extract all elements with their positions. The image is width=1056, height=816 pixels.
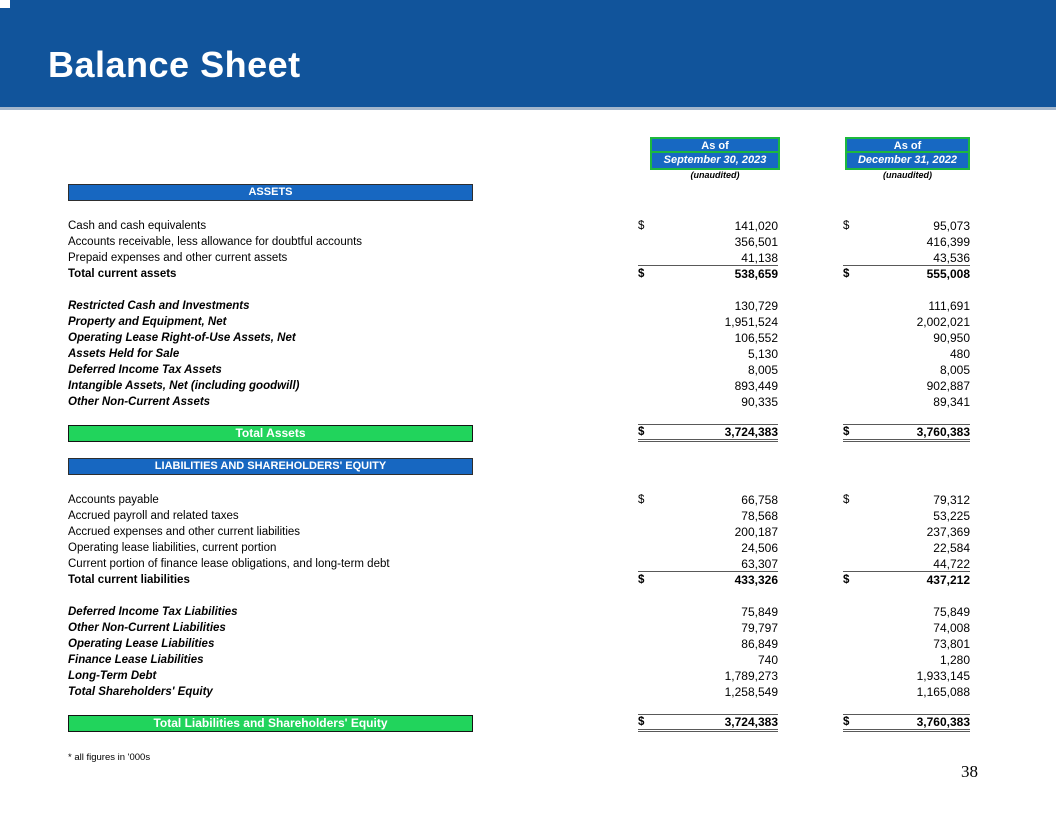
total-value-2023: 3,724,383 xyxy=(724,425,778,439)
value-dec-2022 xyxy=(843,362,970,378)
total-assets-row xyxy=(68,424,970,442)
row-value-2023: 24,506 xyxy=(741,541,778,555)
column-gap xyxy=(778,314,843,330)
row-value-2022: 111,691 xyxy=(928,299,970,313)
row-label: Prepaid expenses and other current assets xyxy=(68,252,288,264)
column-gap xyxy=(778,424,843,442)
slide-header-band xyxy=(0,0,1056,110)
column-gap xyxy=(778,540,843,556)
table-row xyxy=(68,378,970,394)
value-dec-2022 xyxy=(843,604,970,620)
dollar-sign: $ xyxy=(638,426,645,438)
table-row xyxy=(68,668,970,684)
column-gap xyxy=(778,556,843,572)
value-sep-2023 xyxy=(638,266,778,282)
column-gap xyxy=(778,250,843,266)
column-gap xyxy=(778,636,843,652)
value-sep-2023 xyxy=(638,492,778,508)
footnote: * all figures in '000s xyxy=(68,752,151,763)
row-value-2022: 95,073 xyxy=(933,219,970,233)
row-value-2022: 1,280 xyxy=(939,653,970,667)
row-label: Operating Lease Right-of-Use Assets, Net xyxy=(68,332,296,344)
row-label: Deferred Income Tax Assets xyxy=(68,364,222,376)
row-label: Operating lease liabilities, current portion xyxy=(68,542,277,554)
row-value-2023: 130,729 xyxy=(734,299,778,313)
column-gap xyxy=(778,714,843,732)
row-label: Cash and cash equivalents xyxy=(68,220,207,232)
row-label: Intangible Assets, Net (including goodwill) xyxy=(68,380,300,392)
row-label: Accrued expenses and other current liabilities xyxy=(68,526,301,538)
row-value-2023: 740 xyxy=(757,653,778,667)
row-value-2022: 44,722 xyxy=(933,556,970,571)
table-row xyxy=(68,652,970,668)
value-sep-2023 xyxy=(638,636,778,652)
column-gap xyxy=(778,234,843,250)
column-gap xyxy=(778,508,843,524)
value-sep-2023 xyxy=(638,668,778,684)
dollar-sign: $ xyxy=(638,268,645,280)
value-dec-2022 xyxy=(843,314,970,330)
value-dec-2022 xyxy=(843,218,970,234)
value-dec-2022 xyxy=(843,346,970,362)
value-sep-2023 xyxy=(638,346,778,362)
row-value-2022: 90,950 xyxy=(933,331,970,345)
row-value-2022: 75,849 xyxy=(933,605,970,619)
dollar-sign: $ xyxy=(843,220,850,232)
row-value-2023: 79,797 xyxy=(741,621,778,635)
value-dec-2022 xyxy=(843,684,970,700)
row-value-2022: 902,887 xyxy=(926,379,970,393)
row-label: Current portion of finance lease obligations, and long-term debt xyxy=(68,558,390,570)
value-sep-2023 xyxy=(638,508,778,524)
value-dec-2022 xyxy=(843,572,970,588)
row-label: Finance Lease Liabilities xyxy=(68,654,204,666)
row-value-2022: 2,002,021 xyxy=(916,315,970,329)
asset-noncurrent-rows xyxy=(68,298,970,410)
row-value-2023: 41,138 xyxy=(741,250,778,265)
table-row xyxy=(68,218,970,234)
as-of-label: As of xyxy=(847,139,968,153)
row-label: Property and Equipment, Net xyxy=(68,316,227,328)
row-value-2023: 1,258,549 xyxy=(724,685,778,699)
row-value-2022: 1,933,145 xyxy=(916,669,970,683)
table-row xyxy=(68,540,970,556)
column-gap xyxy=(778,668,843,684)
row-label: Total Shareholders' Equity xyxy=(68,686,213,698)
table-row xyxy=(68,234,970,250)
value-sep-2023 xyxy=(638,314,778,330)
value-dec-2022 xyxy=(843,492,970,508)
row-value-2023: 356,501 xyxy=(734,235,778,249)
row-value-2022: 53,225 xyxy=(933,509,970,523)
dollar-sign: $ xyxy=(638,220,645,232)
total-value-2023: 3,724,383 xyxy=(724,715,778,729)
value-sep-2023 xyxy=(638,652,778,668)
value-sep-2023 xyxy=(638,620,778,636)
value-sep-2023 xyxy=(638,218,778,234)
table-row xyxy=(68,572,970,588)
column-gap xyxy=(778,572,843,588)
dollar-sign: $ xyxy=(638,494,645,506)
value-sep-2023 xyxy=(638,298,778,314)
value-dec-2022 xyxy=(843,378,970,394)
total-liabilities-value-2023 xyxy=(638,714,778,732)
row-value-2023: 90,335 xyxy=(741,395,778,409)
total-assets-label-cell xyxy=(68,425,638,442)
row-value-2023: 66,758 xyxy=(741,493,778,507)
dollar-sign: $ xyxy=(638,574,645,586)
total-assets-value-2022 xyxy=(843,424,970,442)
column-gap xyxy=(778,394,843,410)
row-label: Accounts receivable, less allowance for doubtful accounts xyxy=(68,236,363,248)
as-of-label: As of xyxy=(652,139,778,153)
value-dec-2022 xyxy=(843,508,970,524)
table-row xyxy=(68,492,970,508)
value-dec-2022 xyxy=(843,330,970,346)
row-value-2023: 8,005 xyxy=(747,363,778,377)
column-gap xyxy=(778,652,843,668)
row-label: Total current assets xyxy=(68,268,177,280)
row-value-2022: 555,008 xyxy=(926,267,970,281)
row-label: Assets Held for Sale xyxy=(68,348,180,360)
table-row xyxy=(68,314,970,330)
value-dec-2022 xyxy=(843,394,970,410)
value-sep-2023 xyxy=(638,572,778,588)
dollar-sign: $ xyxy=(843,426,850,438)
value-dec-2022 xyxy=(843,556,970,572)
row-value-2023: 1,951,524 xyxy=(724,315,778,329)
row-value-2022: 74,008 xyxy=(933,621,970,635)
column-header-sep-2023 xyxy=(650,137,780,170)
value-sep-2023 xyxy=(638,556,778,572)
slide-title: Balance Sheet xyxy=(48,44,301,85)
column-gap xyxy=(778,330,843,346)
row-value-2023: 78,568 xyxy=(741,509,778,523)
row-value-2022: 1,165,088 xyxy=(916,685,970,699)
total-assets-value-2023 xyxy=(638,424,778,442)
column-gap xyxy=(778,218,843,234)
row-value-2022: 43,536 xyxy=(933,250,970,265)
table-row xyxy=(68,556,970,572)
dollar-sign: $ xyxy=(843,716,850,728)
row-value-2022: 8,005 xyxy=(939,363,970,377)
row-label: Other Non-Current Assets xyxy=(68,396,211,408)
row-value-2022: 22,584 xyxy=(933,541,970,555)
table-row xyxy=(68,346,970,362)
value-sep-2023 xyxy=(638,362,778,378)
assets-section-header: ASSETS xyxy=(68,184,473,201)
value-dec-2022 xyxy=(843,620,970,636)
spacer xyxy=(68,410,970,424)
row-value-2022: 237,369 xyxy=(926,525,970,539)
row-value-2022: 480 xyxy=(949,347,970,361)
dollar-sign: $ xyxy=(638,716,645,728)
value-dec-2022 xyxy=(843,524,970,540)
value-sep-2023 xyxy=(638,234,778,250)
table-row xyxy=(68,362,970,378)
unaudited-note-2023: (unaudited) xyxy=(690,170,740,180)
row-label: Total current liabilities xyxy=(68,574,190,586)
row-label: Other Non-Current Liabilities xyxy=(68,622,226,634)
column-gap xyxy=(778,346,843,362)
value-dec-2022 xyxy=(843,298,970,314)
column-gap xyxy=(778,604,843,620)
row-value-2022: 437,212 xyxy=(926,573,970,587)
value-dec-2022 xyxy=(843,234,970,250)
as-of-date: December 31, 2022 xyxy=(857,154,958,166)
column-gap xyxy=(778,266,843,282)
row-value-2022: 416,399 xyxy=(926,235,970,249)
column-gap xyxy=(778,378,843,394)
row-value-2023: 75,849 xyxy=(741,605,778,619)
value-sep-2023 xyxy=(638,540,778,556)
row-value-2023: 106,552 xyxy=(734,331,778,345)
unaudited-note-2022: (unaudited) xyxy=(883,170,932,180)
table-row xyxy=(68,298,970,314)
value-sep-2023 xyxy=(638,330,778,346)
row-label: Deferred Income Tax Liabilities xyxy=(68,606,238,618)
page-number: 38 xyxy=(961,762,978,781)
row-value-2023: 63,307 xyxy=(741,556,778,571)
total-value-2022: 3,760,383 xyxy=(916,425,970,439)
row-value-2023: 86,849 xyxy=(741,637,778,651)
column-gap xyxy=(778,620,843,636)
header-corner-notch xyxy=(0,0,10,8)
column-gap xyxy=(778,298,843,314)
column-gap xyxy=(778,362,843,378)
value-dec-2022 xyxy=(843,652,970,668)
total-liabilities-bar: Total Liabilities and Shareholders' Equity xyxy=(68,715,473,732)
liabilities-section-header: LIABILITIES AND SHAREHOLDERS' EQUITY xyxy=(68,458,473,475)
row-value-2023: 141,020 xyxy=(734,219,778,233)
total-value-2022: 3,760,383 xyxy=(916,715,970,729)
table-row xyxy=(68,604,970,620)
value-dec-2022 xyxy=(843,636,970,652)
balance-sheet-table xyxy=(68,184,970,763)
value-sep-2023 xyxy=(638,604,778,620)
row-value-2022: 79,312 xyxy=(933,493,970,507)
total-liabilities-row xyxy=(68,714,970,732)
row-value-2023: 893,449 xyxy=(734,379,778,393)
spacer xyxy=(68,442,970,458)
table-row xyxy=(68,620,970,636)
row-value-2023: 433,326 xyxy=(734,573,778,587)
row-value-2022: 89,341 xyxy=(933,395,970,409)
table-row xyxy=(68,684,970,700)
row-label: Accounts payable xyxy=(68,494,159,506)
column-header-dec-2022 xyxy=(845,137,970,170)
dollar-sign: $ xyxy=(843,574,850,586)
table-row xyxy=(68,524,970,540)
dollar-sign: $ xyxy=(843,494,850,506)
row-value-2023: 1,789,273 xyxy=(724,669,778,683)
row-label: Accrued payroll and related taxes xyxy=(68,510,239,522)
value-dec-2022 xyxy=(843,540,970,556)
dollar-sign: $ xyxy=(843,268,850,280)
total-liabilities-label-cell xyxy=(68,715,638,732)
row-label: Operating Lease Liabilities xyxy=(68,638,215,650)
value-sep-2023 xyxy=(638,684,778,700)
column-gap xyxy=(778,684,843,700)
value-sep-2023 xyxy=(638,250,778,266)
spacer xyxy=(68,282,970,298)
row-value-2022: 73,801 xyxy=(933,637,970,651)
value-sep-2023 xyxy=(638,394,778,410)
asset-current-rows xyxy=(68,218,970,282)
value-dec-2022 xyxy=(843,668,970,684)
table-row xyxy=(68,394,970,410)
total-liabilities-value-2022 xyxy=(843,714,970,732)
liability-noncurrent-rows xyxy=(68,604,970,700)
value-sep-2023 xyxy=(638,378,778,394)
row-label: Restricted Cash and Investments xyxy=(68,300,250,312)
value-dec-2022 xyxy=(843,250,970,266)
column-gap xyxy=(778,524,843,540)
row-value-2023: 200,187 xyxy=(734,525,778,539)
as-of-date: September 30, 2023 xyxy=(663,154,767,166)
row-value-2023: 5,130 xyxy=(747,347,778,361)
table-row xyxy=(68,636,970,652)
row-value-2023: 538,659 xyxy=(734,267,778,281)
value-sep-2023 xyxy=(638,524,778,540)
total-assets-bar: Total Assets xyxy=(68,425,473,442)
column-gap xyxy=(778,492,843,508)
table-row xyxy=(68,266,970,282)
table-row xyxy=(68,330,970,346)
table-row xyxy=(68,508,970,524)
value-dec-2022 xyxy=(843,266,970,282)
spacer xyxy=(68,700,970,714)
spacer xyxy=(68,588,970,604)
row-label: Long-Term Debt xyxy=(68,670,157,682)
table-row xyxy=(68,250,970,266)
liability-current-rows xyxy=(68,492,970,588)
